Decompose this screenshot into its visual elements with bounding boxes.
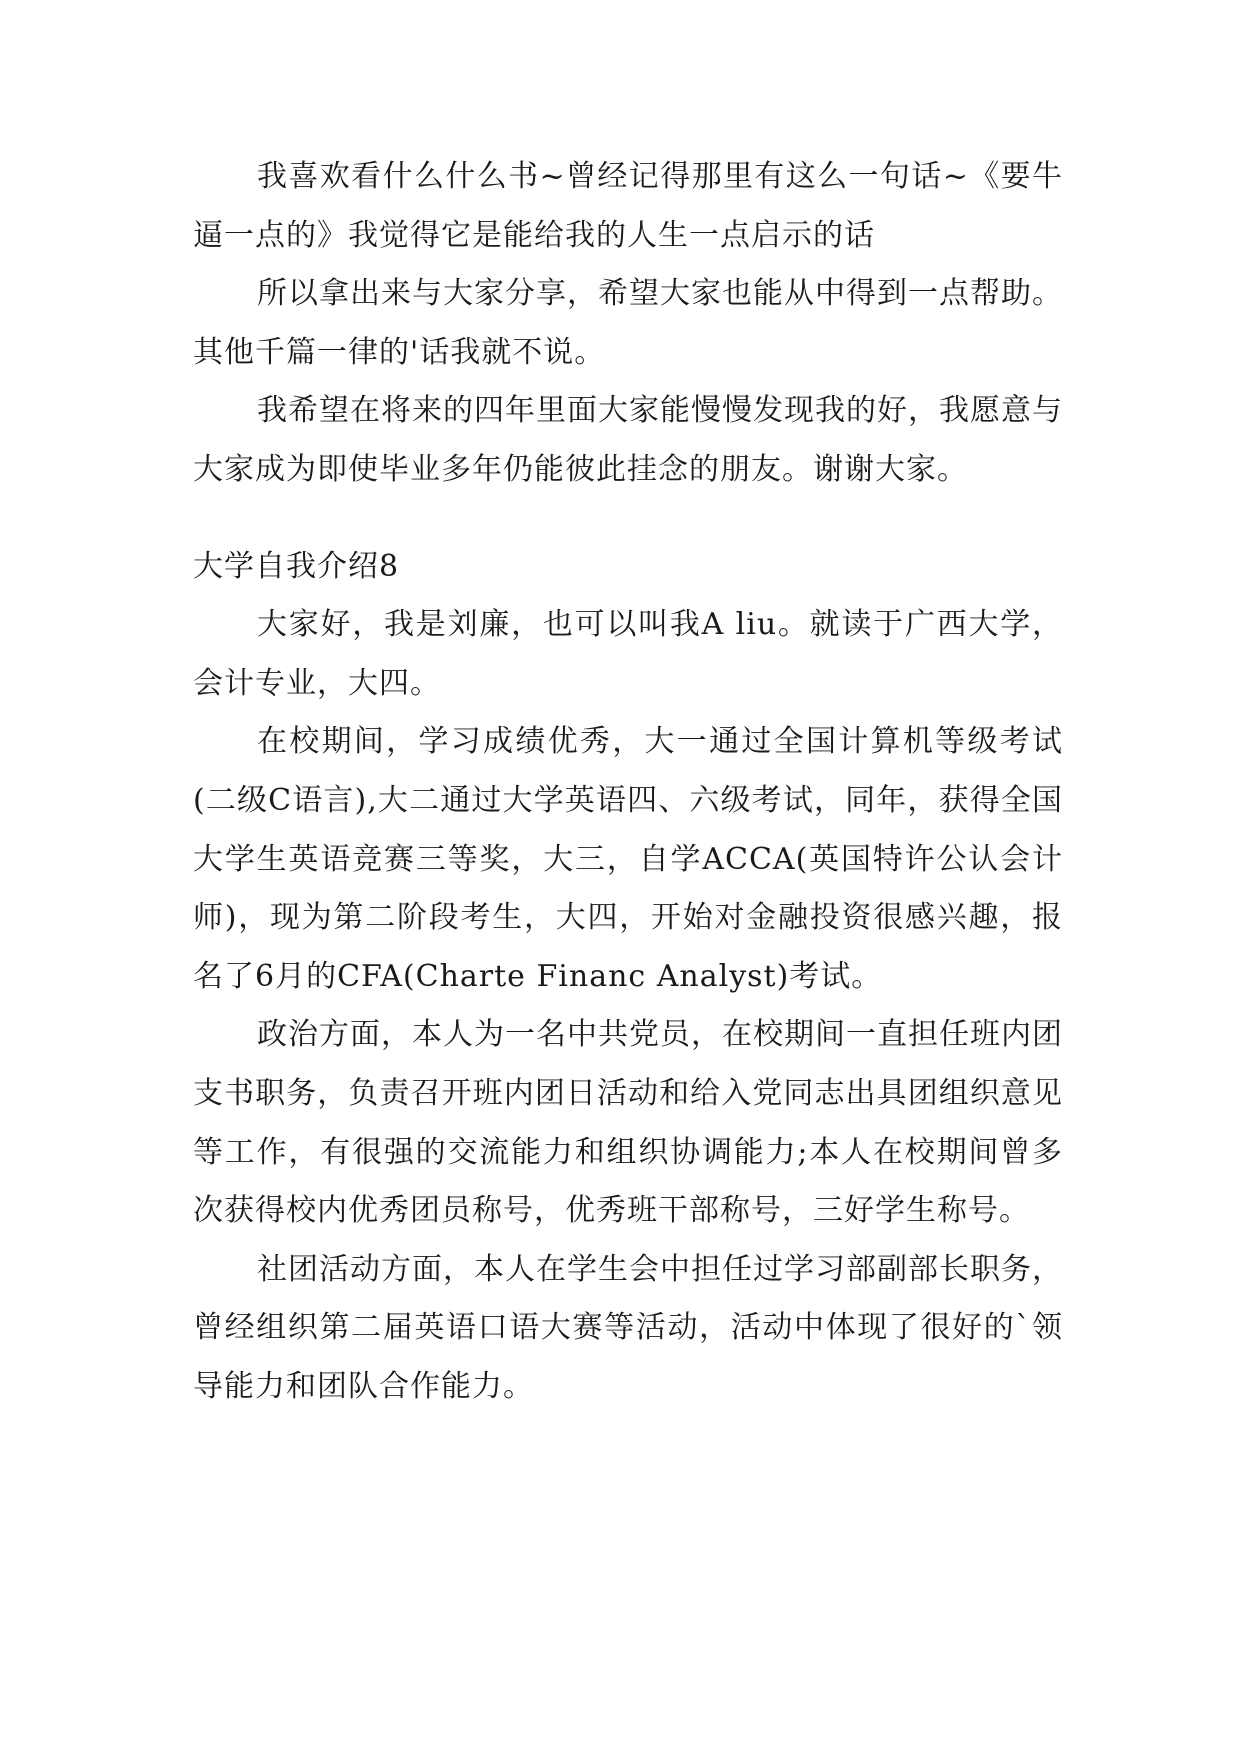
paragraph-closing-wish: 我希望在将来的四年里面大家能慢慢发现我的好，我愿意与大家成为即使毕业多年仍能彼此挂念的朋友。谢谢大家。 (193, 393, 1063, 487)
paragraph-politics: 政治方面，本人为一名中共党员，在校期间一直担任班内团支书职务，负责召开班内团日活动和给入党同志出具团组织意见等工作，有很强的交流能力和组织协调能力;本人在校期间曾多次获得校内优秀团员称号，优秀班干部称号，三好学生称号。 (193, 1017, 1063, 1229)
paragraph-favorite-book: 我喜欢看什么什么书~曾经记得那里有这么一句话~《要牛逼一点的》我觉得它是能给我的人生一点启示的话 (193, 159, 1063, 253)
document-body (193, 148, 1063, 1416)
paragraph-greeting: 大家好，我是刘廉，也可以叫我A liu。就读于广西大学，会计专业，大四。 (193, 607, 1063, 701)
section-heading: 大学自我介绍8 (193, 548, 400, 584)
paragraph-sharing: 所以拿出来与大家分享，希望大家也能从中得到一点帮助。其他千篇一律的'话我就不说。 (193, 276, 1063, 370)
paragraph-club-activities: 社团活动方面，本人在学生会中担任过学习部副部长职务，曾经组织第二届英语口语大赛等活动，活动中体现了很好的`领导能力和团队合作能力。 (193, 1251, 1063, 1404)
paragraph-academics: 在校期间，学习成绩优秀，大一通过全国计算机等级考试(二级C语言),大二通过大学英语四、六级考试，同年，获得全国大学生英语竞赛三等奖，大三，自学ACCA(英国特许公认会计师)，现为第二阶段考生，大四，开始对金融投资很感兴趣，报名了6月的CFA(Charte Financ Analyst)考试。 (193, 724, 1063, 994)
